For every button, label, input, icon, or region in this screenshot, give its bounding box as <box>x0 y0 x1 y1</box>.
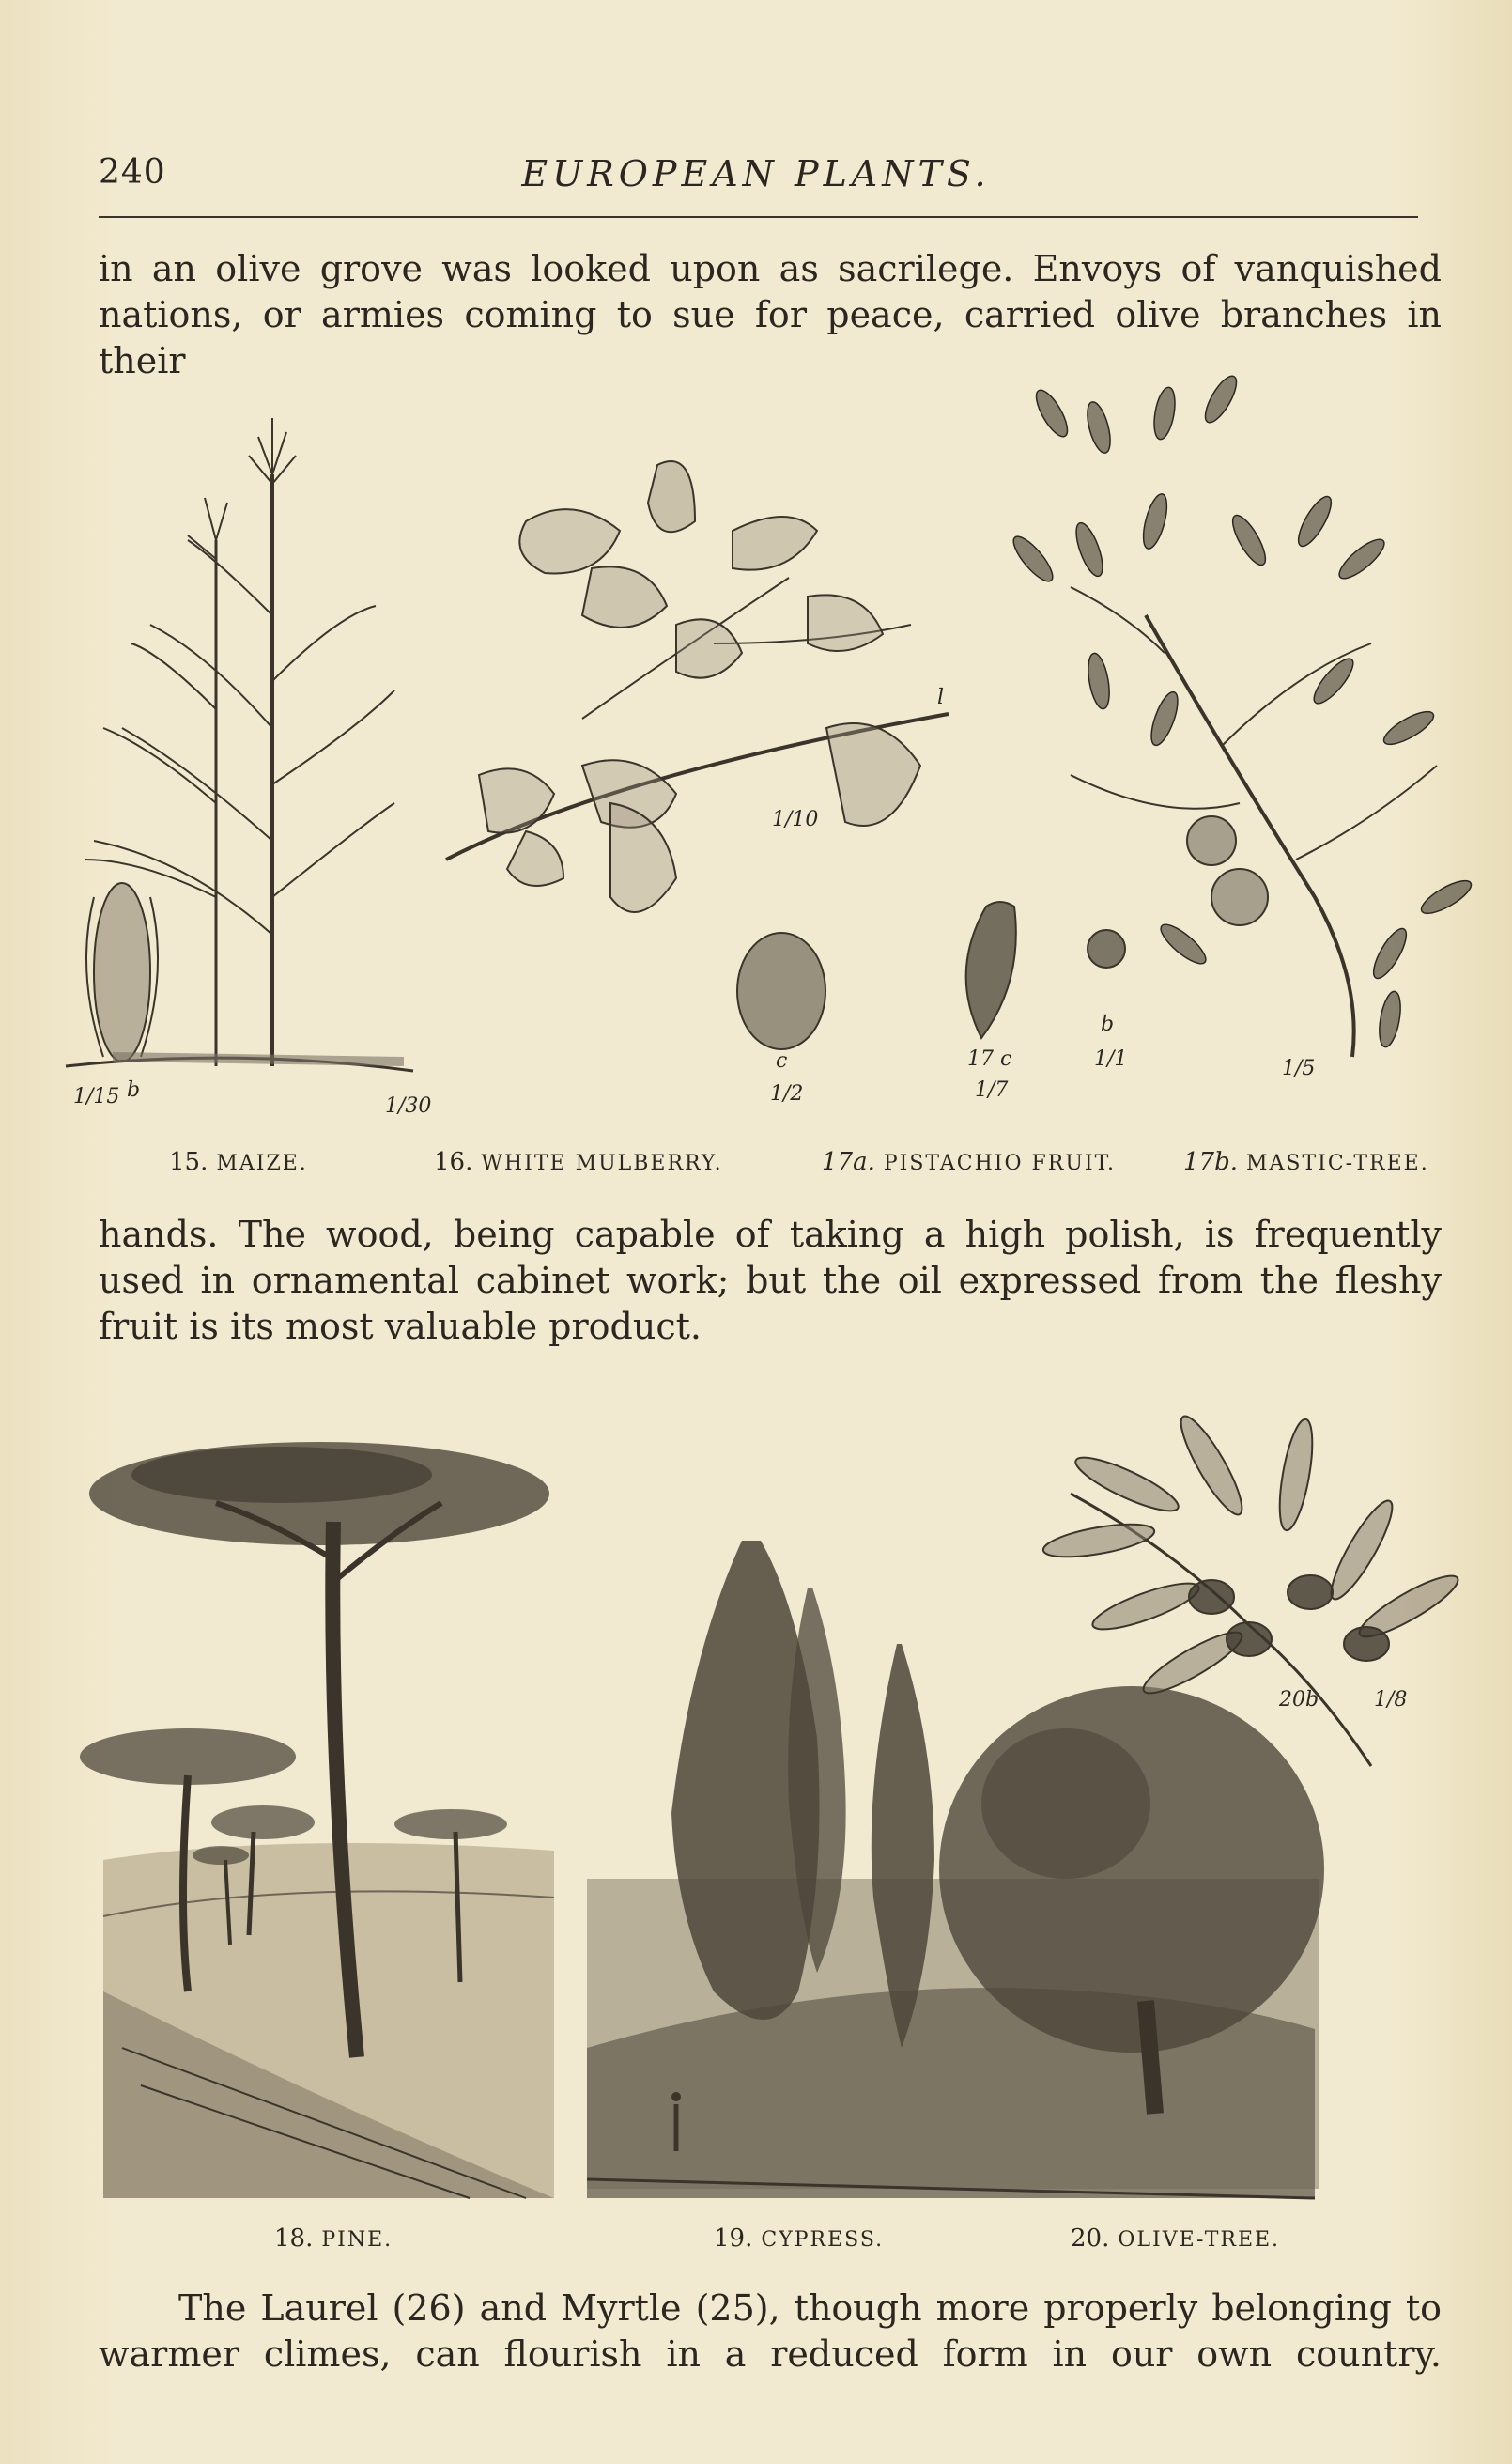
caption-olive-tree-number: 20. <box>1071 2224 1110 2253</box>
caption-mastic-tree <box>1183 1148 1429 1176</box>
caption-pistachio-number: 17a. <box>822 1148 875 1176</box>
mastic-b-scale-mark: 1/1 <box>1094 1047 1128 1071</box>
caption-white-mulberry <box>434 1148 723 1176</box>
pine-illustration <box>80 1442 554 2198</box>
caption-mastic-label: MASTIC-TREE. <box>1246 1152 1429 1175</box>
maize-b-mark: b <box>127 1078 141 1102</box>
mulberry-scale-mark: 1/10 <box>772 808 819 831</box>
header-rule <box>99 216 1418 218</box>
mastic-scale-mark: 1/5 <box>1282 1057 1316 1080</box>
caption-maize-number: 15. <box>169 1148 208 1176</box>
maize-illustration <box>66 418 413 1071</box>
maize-scale-mark: 1/15 <box>73 1085 120 1108</box>
caption-maize <box>169 1148 308 1176</box>
caption-pine <box>274 2224 393 2253</box>
caption-maize-label: MAIZE. <box>216 1152 308 1175</box>
caption-olive-tree-label: OLIVE-TREE. <box>1118 2228 1281 2252</box>
caption-cypress <box>714 2224 884 2253</box>
pistachio-label-mark: 17 c <box>967 1047 1012 1071</box>
caption-white-mulberry-label: WHITE MULBERRY. <box>481 1152 723 1175</box>
mastic-b-mark: b <box>1101 1013 1115 1036</box>
caption-white-mulberry-number: 16. <box>434 1148 473 1176</box>
mastic-illustration <box>1008 372 1475 1057</box>
caption-pine-number: 18. <box>274 2224 314 2253</box>
caption-pine-label: PINE. <box>321 2228 393 2252</box>
mulberry-c-mark: c <box>776 1049 788 1073</box>
caption-olive-tree <box>1071 2224 1280 2253</box>
mulberry-l-mark: l <box>937 686 945 709</box>
illustration-top-plants <box>0 371 1512 1141</box>
caption-mastic-number: 17b. <box>1183 1148 1238 1176</box>
illustration-bottom-trees <box>0 1390 1512 2208</box>
pistachio-scale-mark: 1/7 <box>975 1078 1009 1102</box>
paragraph-3: The Laurel (26) and Myrtle (25), though more properly belonging to warmer climes, can flourish in a reduced form in our own country. <box>99 2287 1442 2375</box>
caption-pistachio-fruit <box>822 1148 1116 1176</box>
paragraph-2: hands. The wood, being capable of taking a high polish, is frequently used in ornamental cabinet work; but the oil expressed from the fleshy fruit is its most valuable product. <box>99 1214 1442 1347</box>
running-title: EUROPEAN PLANTS. <box>521 153 991 194</box>
mulberry-illustration <box>446 461 949 1049</box>
page-number: 240 <box>99 153 166 192</box>
maize-scale2-mark: 1/30 <box>385 1094 432 1118</box>
caption-cypress-number: 19. <box>714 2224 753 2253</box>
caption-pistachio-label: PISTACHIO FRUIT. <box>883 1152 1117 1175</box>
paragraph-1: in an olive grove was looked upon as sacrilege. Envoys of vanquished nations, or armies coming to sue for peace, carried olive branches in their <box>99 248 1442 381</box>
olive-scale-mark: 1/8 <box>1374 1688 1408 1712</box>
olive-label-mark: 20b <box>1279 1688 1319 1712</box>
caption-cypress-label: CYPRESS. <box>761 2228 885 2252</box>
mulberry-c-scale-mark: 1/2 <box>770 1082 804 1106</box>
